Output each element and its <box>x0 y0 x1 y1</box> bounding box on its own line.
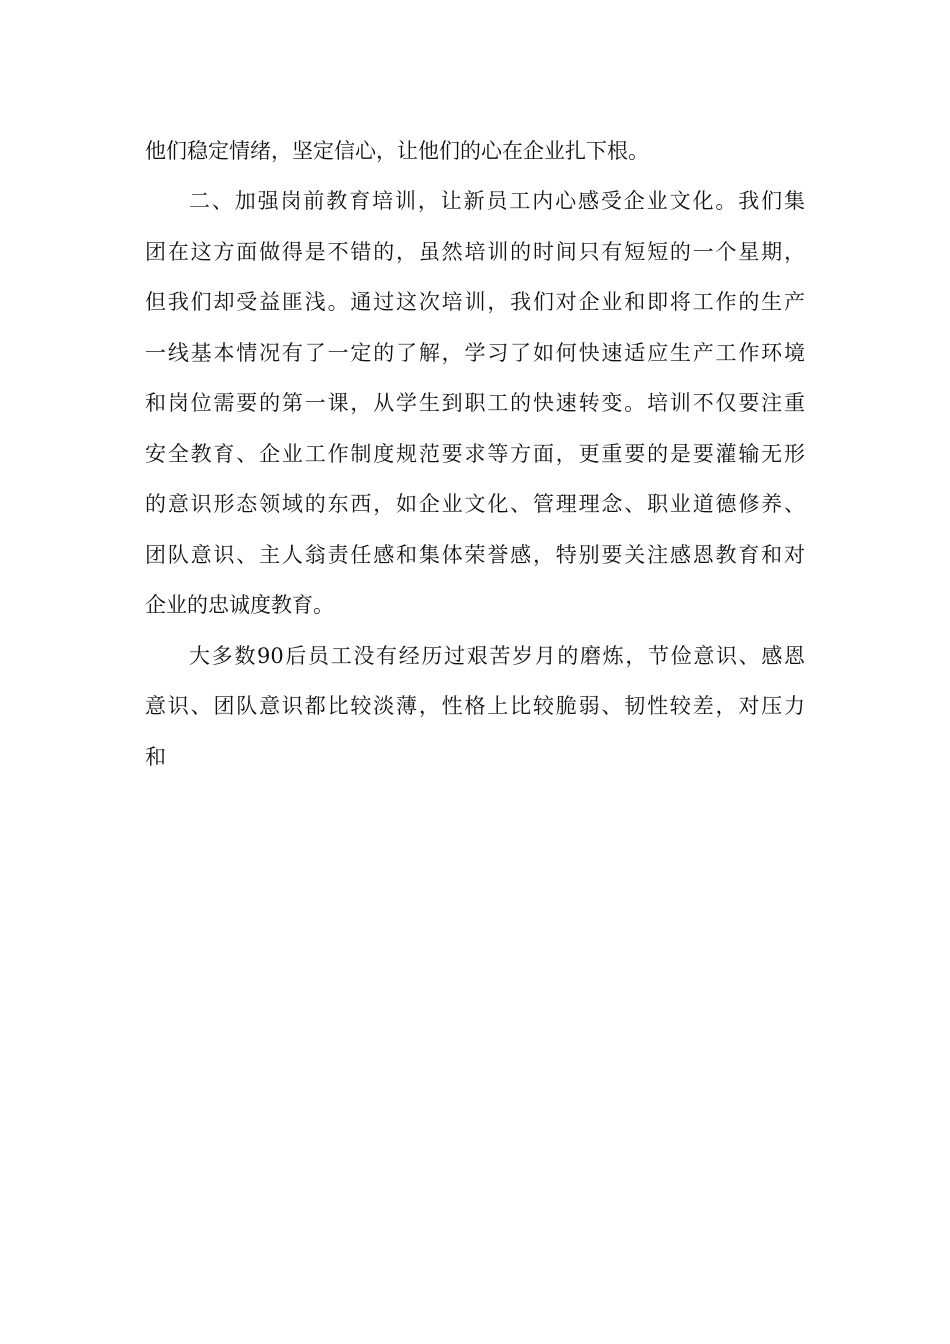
text-line-10: 企业的忠诚度教育。 <box>145 593 334 617</box>
text-line-12: 意识、团队意识都比较淡薄，性格上比较脆弱、韧性较差，对压力 <box>145 694 805 718</box>
text-line-13: 和 <box>145 745 166 769</box>
text-line-9: 团队意识、主人翁责任感和集体荣誉感，特别要关注感恩教育和对 <box>145 543 805 567</box>
text-line-7: 安全教育、企业工作制度规范要求等方面，更重要的是要灌输无形 <box>145 442 805 466</box>
text-line-11: 大多数90后员工没有经历过艰苦岁月的磨炼，节俭意识、感恩 <box>189 644 805 668</box>
text-line-1: 他们稳定情绪，坚定信心，让他们的心在企业扎下根。 <box>145 139 649 163</box>
text-line-3: 团在这方面做得是不错的，虽然培训的时间只有短短的一个星期， <box>145 240 805 264</box>
text-line-8: 的意识形态领域的东西，如企业文化、管理理念、职业道德修养、 <box>145 492 805 516</box>
text-line-2: 二、加强岗前教育培训，让新员工内心感受企业文化。我们集 <box>189 189 805 213</box>
text-line-5: 一线基本情况有了一定的了解，学习了如何快速适应生产工作环境 <box>145 341 805 365</box>
text-line-4: 但我们却受益匪浅。通过这次培训，我们对企业和即将工作的生产 <box>145 290 805 314</box>
text-line-6: 和岗位需要的第一课，从学生到职工的快速转变。培训不仅要注重 <box>145 391 805 415</box>
